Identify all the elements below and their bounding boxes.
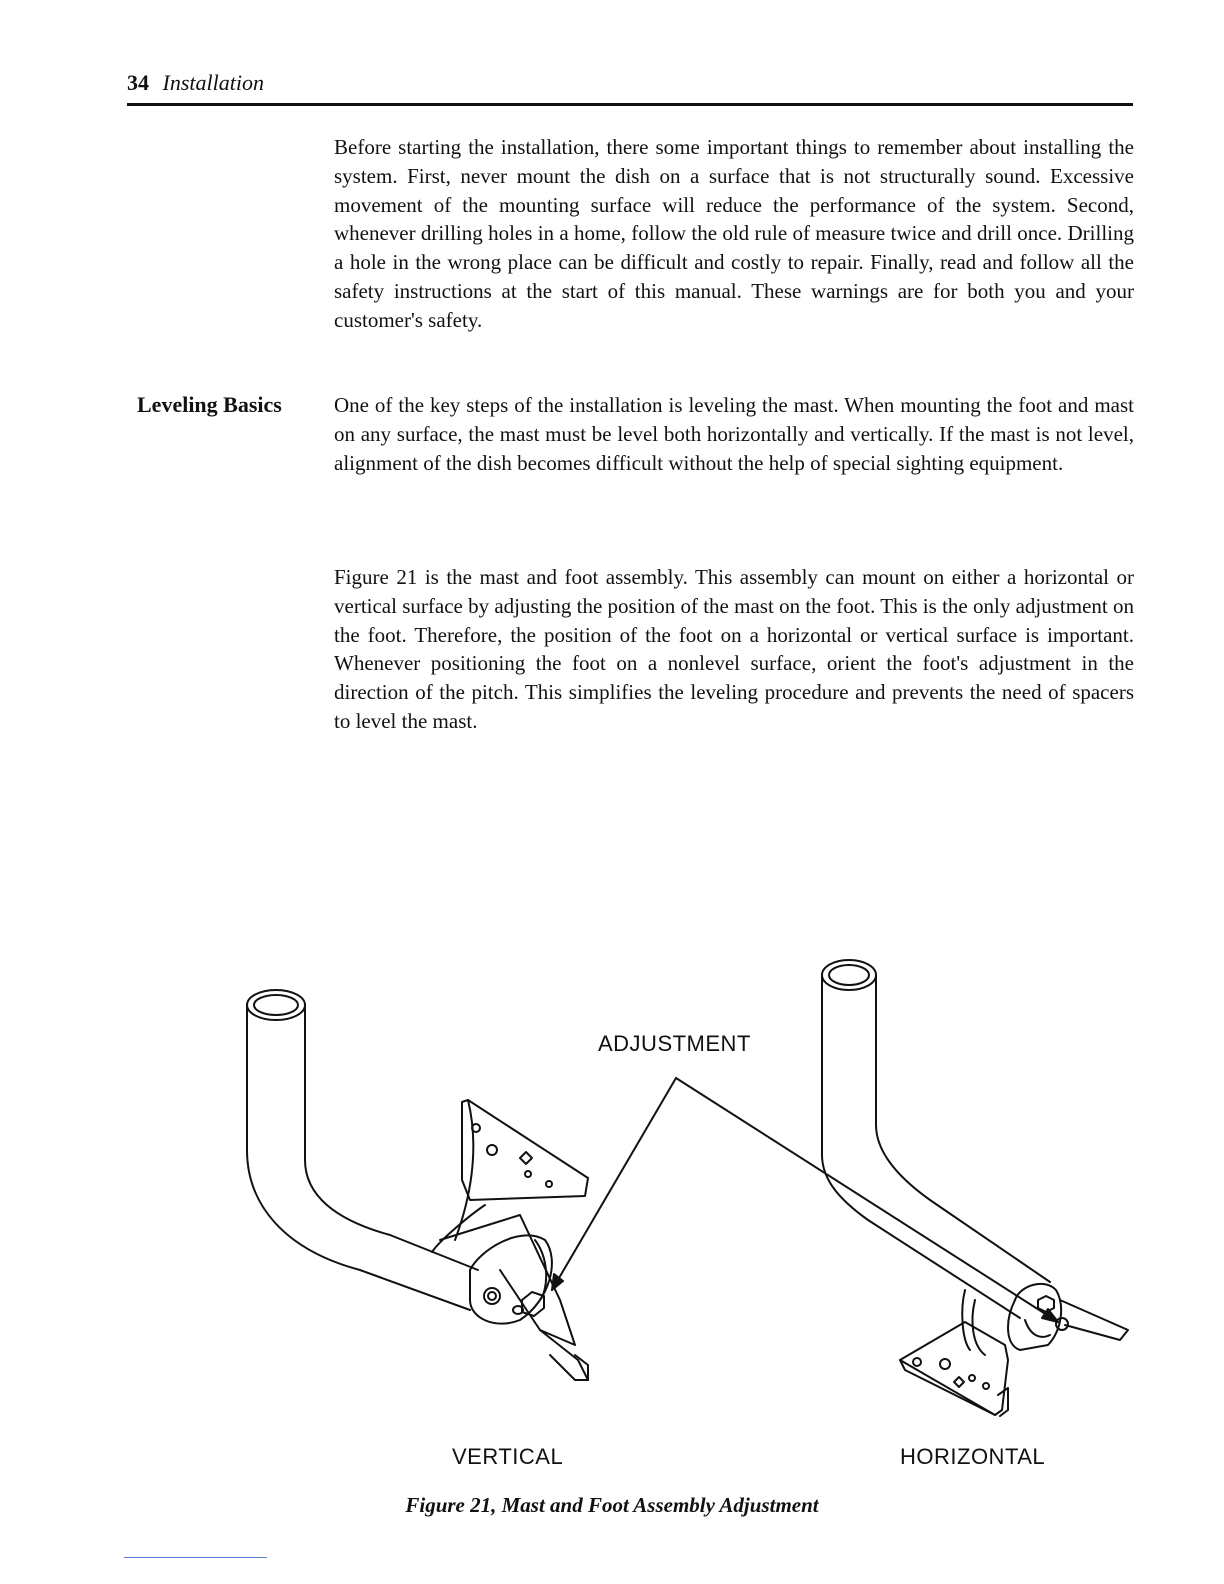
adjustment-label: ADJUSTMENT [598, 1031, 751, 1056]
adjustment-leader-lines [552, 1078, 1058, 1322]
page-number: 34 [127, 70, 149, 95]
horizontal-mast [822, 960, 1050, 1318]
header-rule [127, 103, 1133, 106]
intro-paragraph: Before starting the installation, there some important things to remember about installing the system. First, never mount the dish on a surface that is not structurally sound. Excessive movement of the mounting surface will reduce the performance of the system. Second, whenever drilling holes in a home, follow the old rule of measure twice and drill once. Drilling a hole in the wrong place can be difficult and costly to repair. Finally, read and follow all the safety instructions at the start of this manual. These warnings are for both you and your customer's safety. [334, 135, 1134, 332]
vertical-mast [247, 990, 478, 1310]
horizontal-label: HORIZONTAL [900, 1444, 1046, 1469]
figure-description-paragraph: Figure 21 is the mast and foot assembly. This assembly can mount on either a horizontal or vertical surface by adjusting the position of the mast on the foot. This is the only adjustment on the foot. Therefore, the position of the foot on a horizontal or vertical surface is important. Whenever positioning the foot on a nonlevel surface, orient the foot's adjustment in the direction of the pitch. This simplifies the leveling procedure and prevents the need of spacers to level the mast. [334, 565, 1134, 733]
mast-foot-illustration [0, 940, 1224, 1440]
horizontal-foot-bracket [900, 1284, 1128, 1416]
figure-caption: Figure 21, Mast and Foot Assembly Adjustment [405, 1493, 819, 1517]
leveling-basics-heading: Leveling Basics [137, 392, 282, 417]
leveling-paragraph: One of the key steps of the installation is leveling the mast. When mounting the foot and mast on any surface, the mast must be level both horizontally and vertically. If the mast is not level, alignment of the dish becomes difficult without the help of special sighting equipment. [334, 393, 1134, 475]
vertical-foot-bracket [432, 1100, 588, 1380]
page-header [127, 70, 264, 96]
vertical-label: VERTICAL [452, 1444, 564, 1469]
section-title: Installation [162, 70, 264, 95]
footer-rule [124, 1557, 267, 1558]
